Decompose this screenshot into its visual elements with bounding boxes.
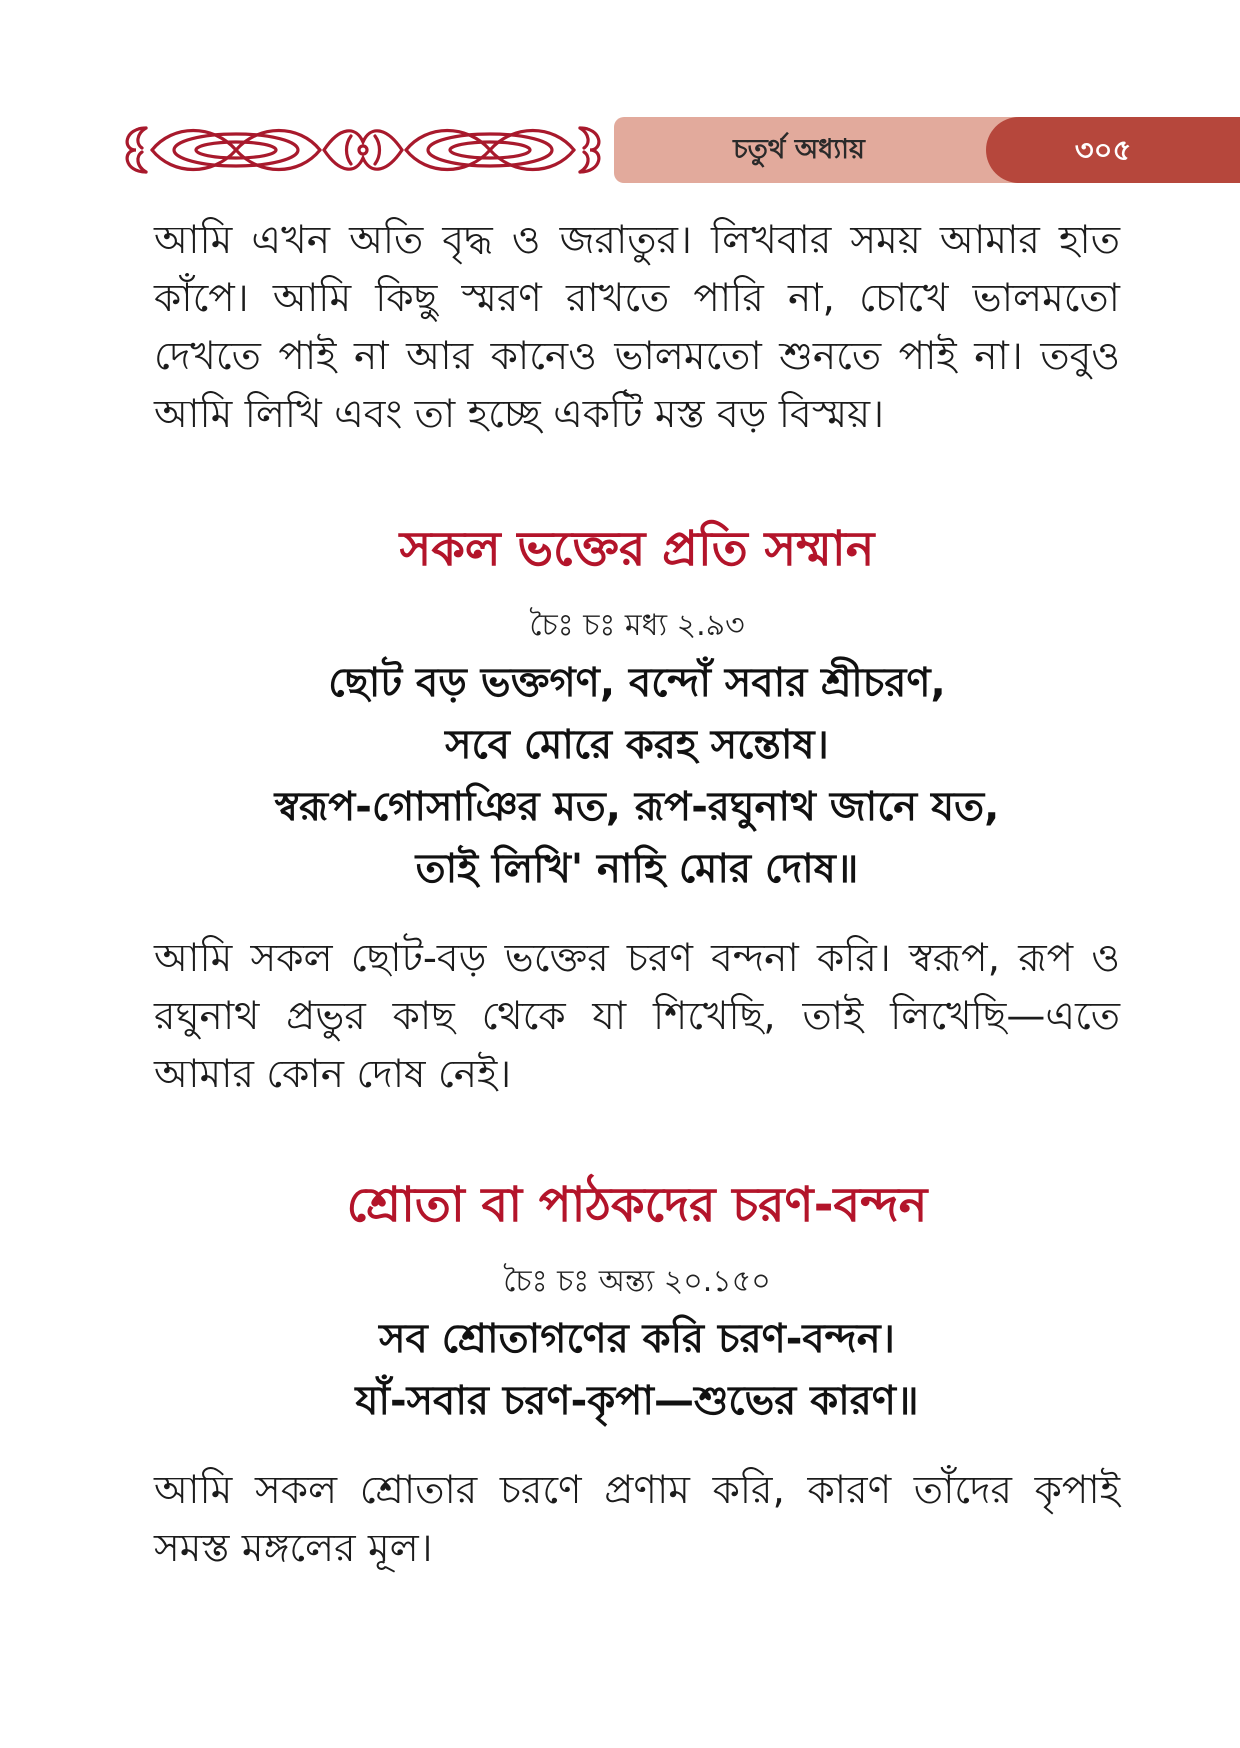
verse-reference: চৈঃ চঃ মধ্য ২.৯৩ [529,608,745,643]
verse-line: স্বরূপ-গোসাঞির মত, রূপ-রঘুনাথ জানে যত, [274,784,1000,830]
explanation-paragraph: আমি সকল শ্রোতার চরণে প্রণাম করি, কারণ তাঁদের কৃপাই সমস্ত মঙ্গলের মূল। [154,1468,1120,1571]
verse-line: সবে মোরে করহ সন্তোষ। [445,722,829,768]
section-heading-respect-devotees: সকল ভক্তের প্রতি সম্মান [399,521,875,577]
verse-block [154,1308,1120,1432]
explanation-paragraph: আমি সকল ছোট-বড় ভক্তের চরণ বন্দনা করি। স্বরূপ, রূপ ও রঘুনাথ প্রভুর কাছ থেকে যা শিখেছি, তাই লিখেছি—এতে আমার কোন দোষ নেই। [154,936,1120,1097]
verse-reference: চৈঃ চঃ অন্ত্য ২০.১৫০ [503,1264,771,1299]
verse-line: তাই লিখি' নাহি মোর দোষ॥ [415,846,859,892]
running-header [0,112,1240,188]
verse-block [154,652,1120,900]
verse-line: সব শ্রোতাগণের করি চরণ-বন্দন। [379,1316,895,1362]
intro-paragraph: আমি এখন অতি বৃদ্ধ ও জরাতুর। লিখবার সময় আমার হাত কাঁপে। আমি কিছু স্মরণ রাখতে পারি না, চোখে ভালমতো দেখতে পাই না আর কানেও ভালমতো শুনতে পাই না। তবুও আমি লিখি এবং তা হচ্ছে একটি মস্ত বড় বিস্ময়। [154,218,1120,437]
page-content [154,212,1120,1578]
chapter-title: চতুর্থ অধ্যায় [733,134,865,165]
ornament-border [118,118,608,182]
chapter-band [614,117,1240,183]
page-number: ৩০৫ [986,117,1240,183]
verse-line: যাঁ-সবার চরণ-কৃপা—শুভের কারণ॥ [355,1378,919,1424]
verse-line: ছোট বড় ভক্তগণ, বন্দোঁ সবার শ্রীচরণ, [328,660,946,706]
section-heading-listeners: শ্রোতা বা পাঠকদের চরণ-বন্দন [346,1177,928,1233]
